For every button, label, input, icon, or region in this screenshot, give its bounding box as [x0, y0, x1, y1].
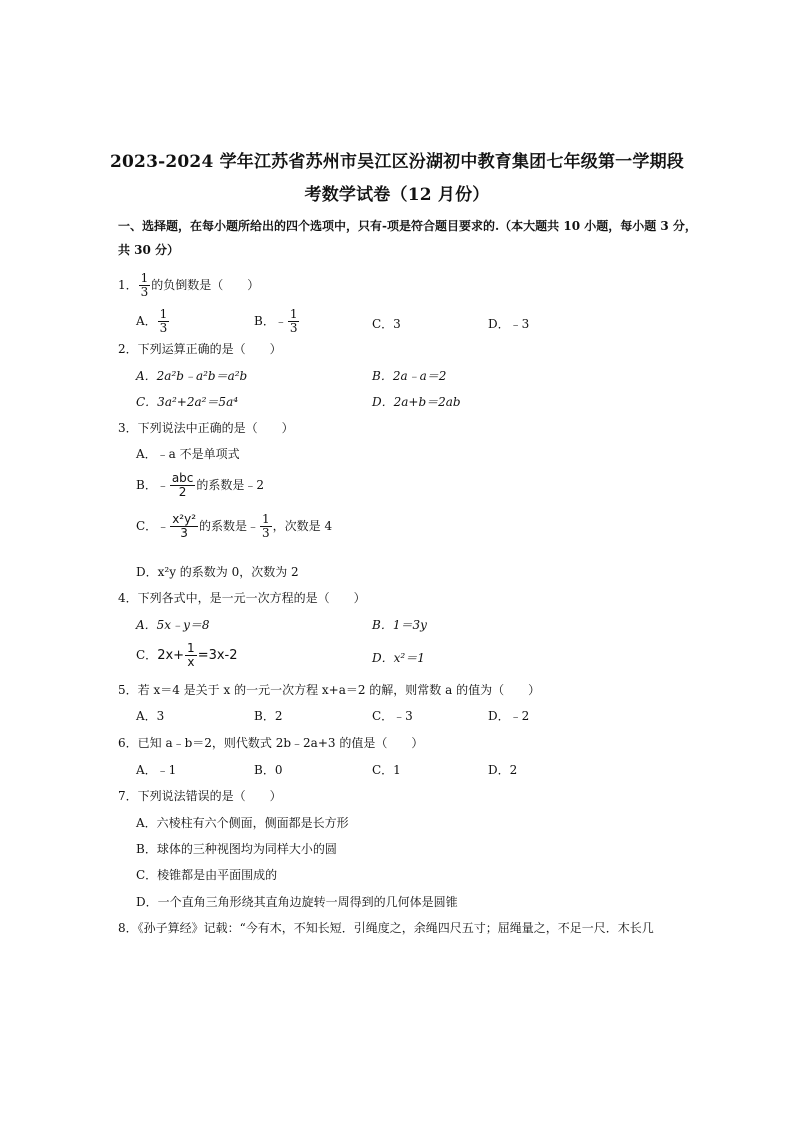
exam-title-line-1: 2023-2024 学年江苏省苏州市吴江区汾湖初中教育集团七年级第一学期段 [109, 152, 684, 172]
fraction [185, 642, 197, 669]
question-1-option-a [136, 308, 170, 335]
fraction-denominator: 2 [178, 485, 187, 499]
question-7-option-b: B．球体的三种视图均为同样大小的圆 [136, 842, 337, 856]
question-4-option-b: B．1＝3y [372, 618, 427, 632]
option-text: 的系数是﹣ [199, 519, 260, 533]
question-8-stem: 8．《孙子算经》记载：“今有木，不知长短．引绳度之，余绳四尺五寸；屈绳量之，不足一尺．木长几 [118, 921, 654, 935]
fraction-numerator: 1 [187, 641, 195, 655]
question-4-option-d: D．x²＝1 [372, 651, 425, 665]
fraction-denominator: 3 [262, 526, 270, 540]
fraction [158, 308, 170, 335]
option-label: B．﹣ [254, 314, 287, 328]
fraction-denominator: 3 [289, 321, 298, 335]
fraction [170, 513, 198, 540]
question-6-option-b: B．0 [254, 763, 283, 777]
option-label: C．﹣ [136, 519, 170, 533]
question-5-option-b: B．2 [254, 709, 283, 723]
option-label: C． [136, 648, 158, 662]
section-heading-line-2: 共 30 分） [118, 243, 180, 257]
question-6-option-d: D．2 [488, 763, 518, 777]
question-4-option-a: A．5x﹣y＝8 [136, 618, 210, 632]
question-3-option-a: A．﹣a 不是单项式 [136, 447, 240, 461]
fraction-numerator: x²y² [172, 512, 197, 526]
question-3-stem: 3．下列说法中正确的是（ ） [118, 421, 294, 435]
option-text: 2x+ [157, 648, 185, 663]
fraction-numerator: 1 [140, 271, 149, 285]
question-1-option-c: C．3 [372, 317, 401, 331]
fraction [260, 513, 272, 540]
question-4-option-c [136, 642, 238, 669]
option-text: 的系数是﹣2 [196, 478, 265, 492]
question-6-option-a: A．﹣1 [136, 763, 177, 777]
question-number: 1． [118, 278, 138, 292]
section-heading-line-1: 一、选择题，在每小题所给出的四个选项中，只有-项是符合题目要求的.（本大题共 10 小题，每小题 3 分， [118, 219, 697, 233]
question-3-option-d: D．x²y 的系数为 0，次数为 2 [136, 565, 299, 579]
question-5-option-c: C．﹣3 [372, 709, 413, 723]
question-2-option-b: B．2a﹣a＝2 [372, 369, 447, 383]
fraction-numerator: 1 [159, 307, 168, 321]
question-1-stem [118, 272, 259, 299]
fraction [170, 472, 196, 499]
option-label: B．﹣ [136, 478, 169, 492]
option-text: ，次数是 4 [272, 519, 333, 533]
question-4-stem: 4．下列各式中，是一元一次方程的是（ ） [118, 591, 366, 605]
question-3-option-c [136, 513, 332, 540]
question-7-option-d: D．一个直角三角形绕其直角边旋转一周得到的几何体是圆锥 [136, 895, 458, 909]
question-5-stem: 5．若 x＝4 是关于 x 的一元一次方程 x+a＝2 的解，则常数 a 的值为（ ） [118, 683, 541, 697]
question-stem-text: 的负倒数是（ ） [151, 278, 260, 292]
question-7-option-a: A．六棱柱有六个侧面，侧面都是长方形 [136, 816, 349, 830]
option-text: =3x-2 [197, 648, 238, 663]
fraction-numerator: 1 [262, 512, 270, 526]
question-1-option-d: D．﹣3 [488, 317, 530, 331]
question-5-option-a: A．3 [136, 709, 165, 723]
question-2-option-a: A．2a²b﹣a²b＝a²b [136, 369, 248, 383]
question-6-option-c: C．1 [372, 763, 401, 777]
question-7-option-c: C．棱锥都是由平面围成的 [136, 868, 278, 882]
fraction-denominator: 3 [180, 526, 188, 540]
fraction-denominator: x [187, 655, 195, 669]
question-2-option-c: C．3a²+2a²＝5a⁴ [136, 395, 239, 409]
question-1-option-b [254, 308, 300, 335]
fraction-denominator: 3 [159, 321, 168, 335]
question-2-stem: 2．下列运算正确的是（ ） [118, 342, 282, 356]
fraction [288, 308, 300, 335]
question-2-option-d: D．2a+b＝2ab [372, 395, 461, 409]
question-5-option-d: D．﹣2 [488, 709, 530, 723]
option-label: A． [136, 314, 157, 328]
fraction-numerator: 1 [289, 307, 298, 321]
exam-title-line-2: 考数学试卷（12 月份） [304, 185, 490, 205]
question-3-option-b [136, 472, 264, 499]
question-6-stem: 6．已知 a﹣b＝2，则代数式 2b﹣2a+3 的值是（ ） [118, 736, 424, 750]
fraction-numerator: abc [171, 471, 194, 485]
fraction-denominator: 3 [140, 285, 149, 299]
question-7-stem: 7．下列说法错误的是（ ） [118, 789, 282, 803]
fraction [139, 272, 151, 299]
